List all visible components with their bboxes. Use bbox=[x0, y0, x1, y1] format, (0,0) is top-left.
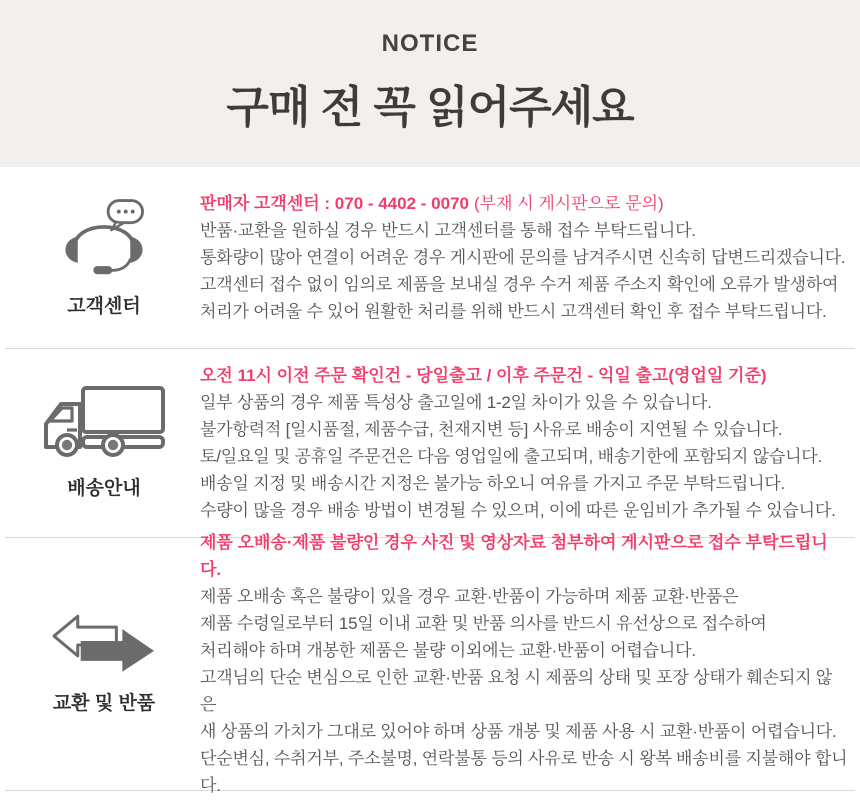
section-text-line: 배송일 지정 및 배송시간 지정은 불가능 하오니 여유를 가지고 주문 부탁드립니다. bbox=[200, 474, 786, 493]
section-text-line: 처리해야 하며 개봉한 제품은 불량 이외에는 교환·반품이 어렵습니다. bbox=[200, 641, 696, 660]
exchange-return-text bbox=[200, 529, 860, 799]
customer-center-text bbox=[200, 190, 860, 325]
section-text-line: 고객센터 접수 없이 임의로 제품을 보내실 경우 수거 제품 주소지 확인에 오류가 발생하여 bbox=[200, 275, 839, 294]
section-label-exchange-return: 교환 및 반품 bbox=[52, 692, 156, 714]
section-heading bbox=[200, 190, 848, 217]
page-header bbox=[0, 0, 860, 167]
section-text-line: 일부 상품의 경우 제품 특성상 출고일에 1-2일 차이가 있을 수 있습니다. bbox=[200, 393, 712, 412]
section-text-line: 제품 오배송 혹은 불량이 있을 경우 교환·반품이 가능하며 제품 교환·반품은 bbox=[200, 587, 739, 606]
section-label-customer-center: 고객센터 bbox=[67, 295, 141, 317]
section-text-line: 단순변심, 수취거부, 주소불명, 연락불통 등의 사유로 반송 시 왕복 배송비를 지불해야 합니다. bbox=[200, 749, 848, 795]
section-text-line: 통화량이 많아 연결이 어려운 경우 게시판에 문의를 남겨주시면 신속히 답변드리겠습니다. bbox=[200, 248, 846, 267]
exchange-arrows-icon bbox=[51, 614, 157, 673]
section-text-line: 고객님의 단순 변심으로 인한 교환·반품 요청 시 제품의 상태 및 포장 상태가 훼손되지 않은 bbox=[200, 668, 833, 714]
truck-icon bbox=[42, 386, 166, 458]
section-label-shipping: 배송안내 bbox=[67, 478, 141, 499]
section-heading-main: 오전 11시 이전 주문 확인건 - 당일출고 / 이후 주문건 - 익일 출고(영업일 기준) bbox=[200, 366, 767, 385]
section-text-line: 수량이 많을 경우 배송 방법이 변경될 수 있으며, 이에 따른 운임비가 추가될 수 있습니다. bbox=[200, 501, 836, 520]
notice-badge: NOTICE bbox=[381, 30, 479, 57]
section-text-line: 제품 수령일로부터 15일 이내 교환 및 반품 의사를 반드시 유선상으로 접수하여 bbox=[200, 614, 767, 633]
section-text-line: 불가항력적 [일시품절, 제품수급, 천재지변 등] 사유로 배송이 지연될 수 있습니다. bbox=[200, 420, 783, 439]
section-text-line: 새 상품의 가치가 그대로 있어야 하며 상품 개봉 및 제품 사용 시 교환·반품이 어렵습니다. bbox=[200, 722, 837, 741]
section-heading-note: (부재 시 게시판으로 문의) bbox=[474, 194, 664, 213]
section-heading-main: 판매자 고객센터 : 070 - 4402 - 0070 bbox=[200, 194, 469, 213]
section-heading-main: 제품 오배송·제품 불량인 경우 사진 및 영상자료 첨부하여 게시판으로 접수 부탁드립니다. bbox=[200, 533, 828, 579]
section-text-line: 처리가 어려울 수 있어 원활한 처리를 위해 반드시 고객센터 확인 후 접수 부탁드립니다. bbox=[200, 302, 827, 321]
shipping-icon-column bbox=[0, 386, 200, 500]
section-shipping bbox=[0, 349, 860, 537]
page-title: 구매 전 꼭 읽어주세요 bbox=[226, 83, 634, 132]
section-text-line: 토/일요일 및 공휴일 주문건은 다음 영업일에 출고되며, 배송기한에 포함되지 않습니다. bbox=[200, 447, 823, 466]
customer-center-icon-column bbox=[0, 198, 200, 318]
exchange-return-icon-column bbox=[0, 614, 200, 715]
section-customer-center bbox=[0, 167, 860, 348]
headset-icon bbox=[63, 198, 145, 276]
section-exchange-return bbox=[0, 533, 860, 795]
section-text-line: 반품·교환을 원하실 경우 반드시 고객센터를 통해 접수 부탁드립니다. bbox=[200, 221, 696, 240]
section-heading bbox=[200, 362, 848, 389]
section-heading bbox=[200, 529, 848, 583]
shipping-text bbox=[200, 362, 860, 524]
